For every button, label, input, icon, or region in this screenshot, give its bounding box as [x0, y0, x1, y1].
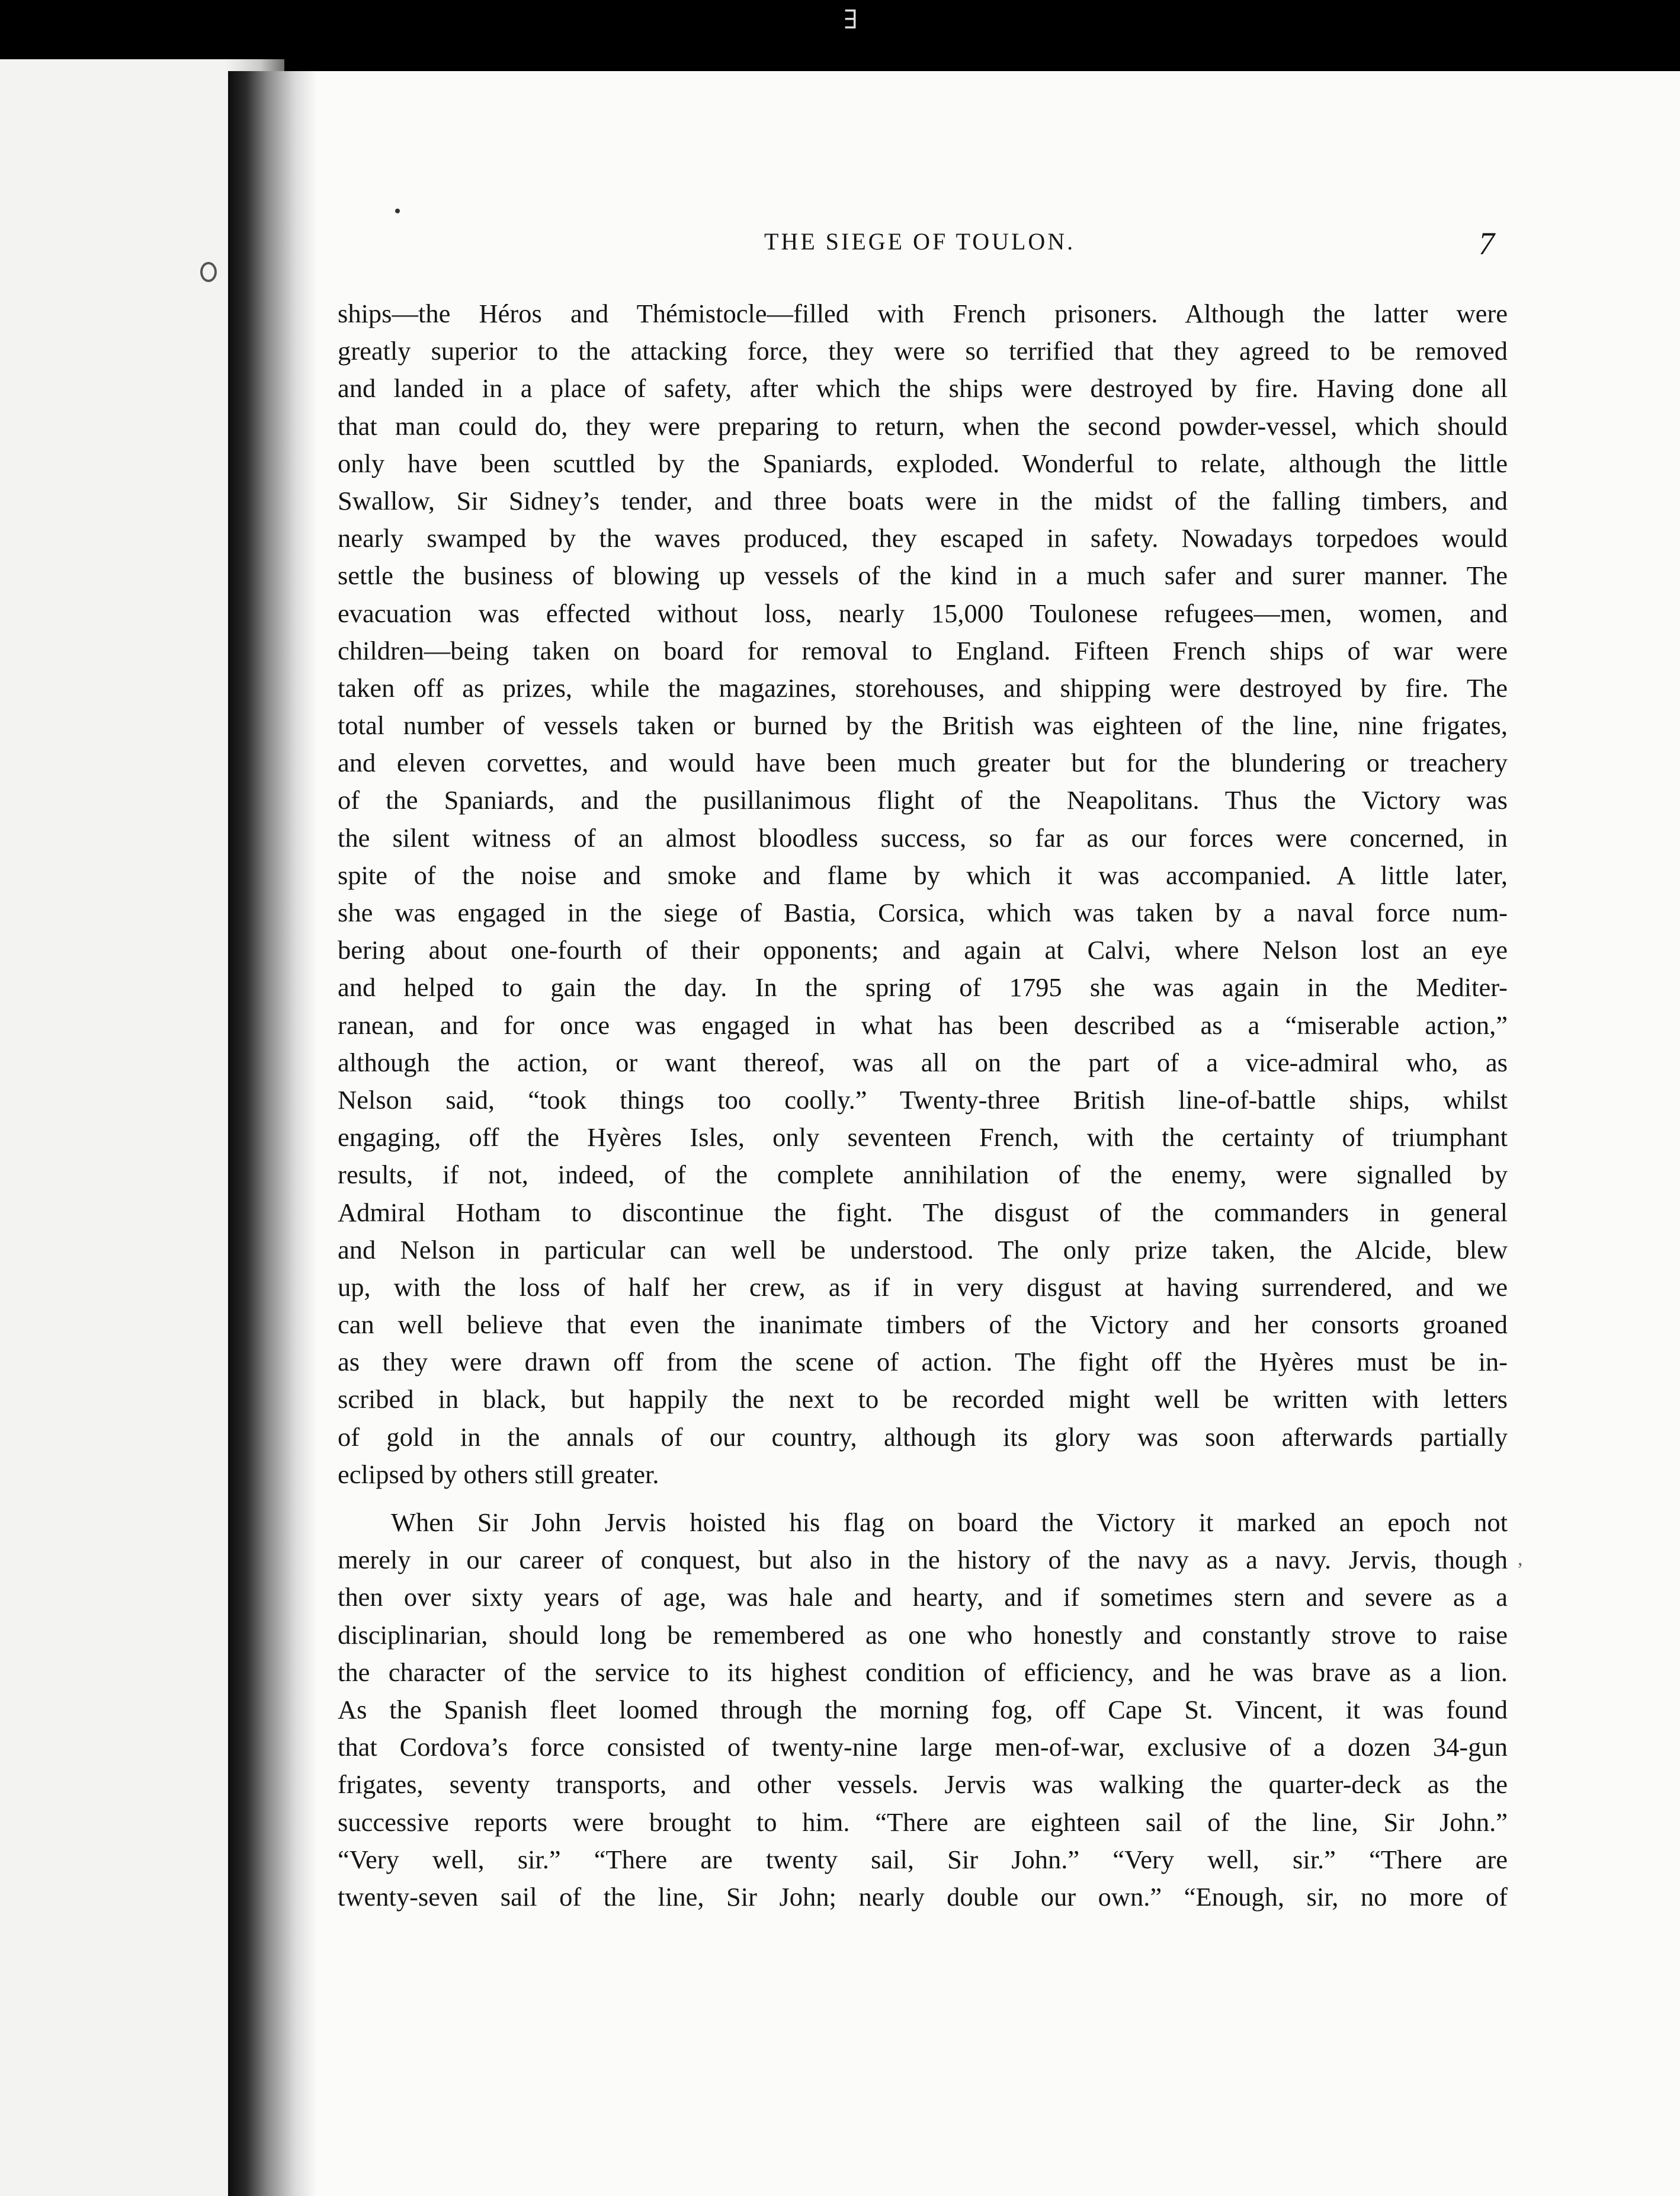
text-line: only have been scuttled by the Spaniards, exploded. Wonderful to relate, although the little	[338, 448, 1508, 478]
text-line: Admiral Hotham to discontinue the fight. The disgust of the commanders in general	[338, 1197, 1508, 1227]
scan-mark: ∃	[844, 5, 858, 34]
paragraph-2	[338, 1504, 1508, 1916]
text-line: taken off as prizes, while the magazines, storehouses, and shipping were destroyed by fire. The	[338, 673, 1508, 703]
gutter-shadow	[228, 71, 317, 2196]
text-line: scribed in black, but happily the next to be recorded might well be written with letters	[338, 1384, 1508, 1414]
text-line: that Cordova’s force consisted of twenty-nine large men-of-war, exclusive of a dozen 34-gun	[338, 1732, 1508, 1762]
text-line: can well believe that even the inanimate timbers of the Victory and her consorts groaned	[338, 1310, 1508, 1340]
text-line: twenty-seven sail of the line, Sir John; nearly double our own.” “Enough, sir, no more of	[338, 1881, 1508, 1912]
text-line: the character of the service to its highest condition of efficiency, and he was brave as a lion.	[338, 1657, 1508, 1687]
text-line: successive reports were brought to him. “There are eighteen sail of the line, Sir John.”	[338, 1807, 1508, 1837]
body-text	[338, 295, 1508, 1916]
text-line: As the Spanish fleet loomed through the morning fog, off Cape St. Vincent, it was found	[338, 1694, 1508, 1724]
text-line: of the Spaniards, and the pusillanimous flight of the Neapolitans. Thus the Victory was	[338, 785, 1508, 815]
text-line: she was engaged in the siege of Bastia, Corsica, which was taken by a naval force num-	[338, 898, 1508, 927]
text-line: greatly superior to the attacking force, they were so terrified that they agreed to be removed	[338, 336, 1508, 366]
running-head: THE SIEGE OF TOULON.	[764, 228, 1076, 255]
paragraph-1	[338, 295, 1508, 1493]
text-line: and landed in a place of safety, after which the ships were destroyed by fire. Having done all	[338, 373, 1508, 404]
text-line: evacuation was effected without loss, nearly 15,000 Toulonese refugees—men, women, and	[338, 598, 1508, 628]
text-line: settle the business of blowing up vessels of the kind in a much safer and surer manner. The	[338, 561, 1508, 591]
text-line: that man could do, they were preparing to return, when the second powder-vessel, which should	[338, 411, 1508, 441]
text-line: then over sixty years of age, was hale and hearty, and if sometimes stern and severe as a	[338, 1582, 1508, 1612]
text-line: ships—the Héros and Thémistocle—filled with French prisoners. Although the latter were	[338, 299, 1508, 328]
text-line: “Very well, sir.” “There are twenty sail, Sir John.” “Very well, sir.” “There are	[338, 1844, 1508, 1874]
text-line: as they were drawn off from the scene of action. The fight off the Hyères must be in-	[338, 1347, 1508, 1377]
binding-hole-mark	[200, 262, 217, 282]
text-line: nearly swamped by the waves produced, they escaped in safety. Nowadays torpedoes would	[338, 523, 1508, 553]
text-line: up, with the loss of half her crew, as if in very disgust at having surrendered, and we	[338, 1272, 1508, 1302]
text-line: Swallow, Sir Sidney’s tender, and three boats were in the midst of the falling timbers, and	[338, 485, 1508, 516]
text-line: and helped to gain the day. In the spring of 1795 she was again in the Mediter-	[338, 972, 1508, 1003]
text-line: results, if not, indeed, of the complete annihilation of the enemy, were signalled by	[338, 1160, 1508, 1190]
text-line: total number of vessels taken or burned by the British was eighteen of the line, nine frigates,	[338, 710, 1508, 741]
text-line: ranean, and for once was engaged in what has been described as a “miserable action,”	[338, 1010, 1508, 1040]
text-line: When Sir John Jervis hoisted his flag on board the Victory it marked an epoch not	[391, 1507, 1508, 1537]
left-facing-page	[0, 59, 243, 2196]
text-line: engaging, off the Hyères Isles, only seventeen French, with the certainty of triumphant	[338, 1122, 1508, 1153]
text-line: children—being taken on board for removal to England. Fifteen French ships of war were	[338, 635, 1508, 665]
text-line: spite of the noise and smoke and flame by which it was accompanied. A little later,	[338, 860, 1508, 890]
text-line: disciplinarian, should long be remembered as one who honestly and constantly strove to raise	[338, 1619, 1508, 1650]
page-number: 7	[1479, 226, 1495, 261]
text-line: and eleven corvettes, and would have been much greater but for the blundering or treachery	[338, 748, 1508, 778]
text-line: merely in our career of conquest, but also in the history of the navy as a navy. Jervis, though	[338, 1545, 1508, 1575]
text-line: and Nelson in particular can well be understood. The only prize taken, the Alcide, blew	[338, 1234, 1508, 1265]
text-line: Nelson said, “took things too coolly.” Twenty-three British line-of-battle ships, whilst	[338, 1084, 1508, 1115]
text-line: bering about one-fourth of their opponents; and again at Calvi, where Nelson lost an eye	[338, 935, 1508, 965]
ink-dot	[395, 209, 400, 213]
text-line: of gold in the annals of our country, although its glory was soon afterwards partially	[338, 1422, 1508, 1452]
text-line: eclipsed by others still greater.	[338, 1459, 659, 1489]
text-line: the silent witness of an almost bloodless success, so far as our forces were concerned, in	[338, 822, 1508, 853]
text-line: although the action, or want thereof, was all on the part of a vice-admiral who, as	[338, 1047, 1508, 1077]
text-line: frigates, seventy transports, and other vessels. Jervis was walking the quarter-deck as the	[338, 1769, 1508, 1800]
margin-mark: ,	[1518, 1548, 1523, 1570]
